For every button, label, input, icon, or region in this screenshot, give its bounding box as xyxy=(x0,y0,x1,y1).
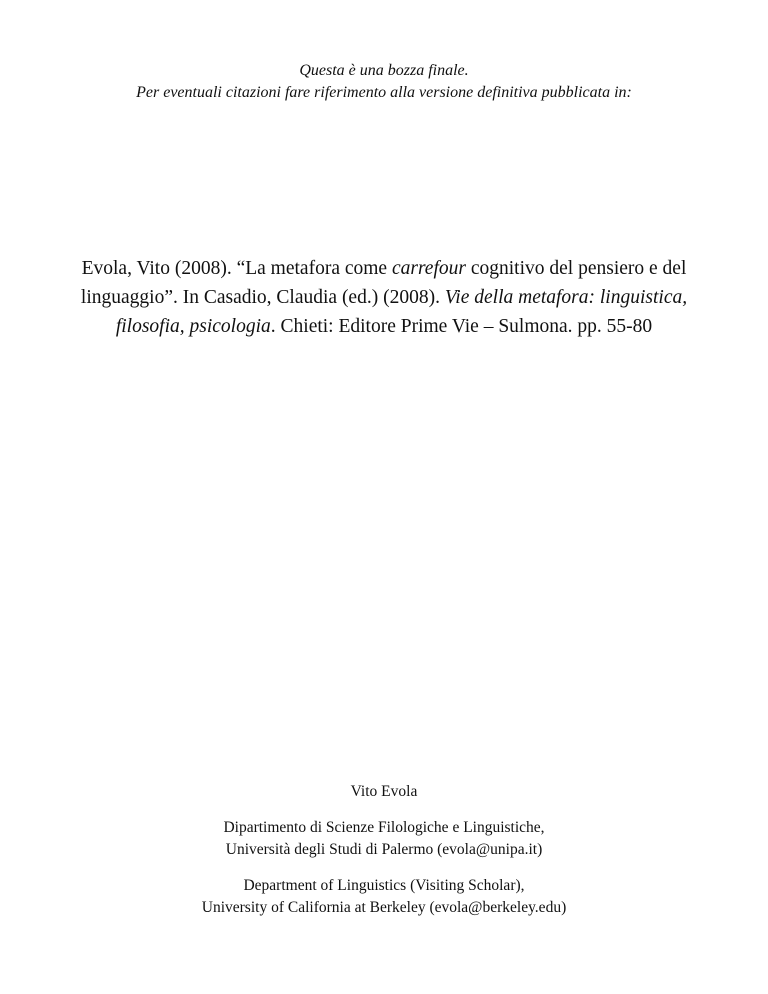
affiliation-palermo-line1: Dipartimento di Scienze Filologiche e Linguistiche, xyxy=(223,819,545,836)
affiliation-palermo-line2: Università degli Studi di Palermo (evola@unipa.it) xyxy=(225,841,543,858)
citation-line3 xyxy=(40,312,728,341)
affiliation-palermo xyxy=(0,817,768,861)
draft-notice-line1: Questa è una bozza finale. xyxy=(299,62,469,79)
citation-book-title-cont: filosofia, psicologia xyxy=(115,316,271,337)
citation-text: cognitivo del pensiero e del xyxy=(465,258,687,279)
draft-notice-line2: Per eventuali citazioni fare riferimento alla versione definitiva pubblicata in: xyxy=(136,84,632,101)
citation-book-title: Vie della metafora: linguistica, xyxy=(444,287,688,308)
affiliation-berkeley-line1: Department of Linguistics (Visiting Scholar), xyxy=(243,877,525,894)
citation-line1 xyxy=(40,254,728,283)
affiliation-berkeley-line2: University of California at Berkeley (evola@berkeley.edu) xyxy=(201,899,567,916)
draft-notice xyxy=(0,60,768,104)
citation-text: . Chieti: Editore Prime Vie – Sulmona. pp. 55-80 xyxy=(270,316,653,337)
citation-text: Evola, Vito (2008). “La metafora come xyxy=(81,258,392,279)
citation-text: linguaggio”. In Casadio, Claudia (ed.) (2008). xyxy=(80,287,445,308)
citation-block xyxy=(40,254,728,341)
author-name: Vito Evola xyxy=(350,783,418,800)
author-block xyxy=(0,781,768,933)
citation-line2 xyxy=(40,283,728,312)
affiliation-berkeley xyxy=(0,875,768,919)
citation-italic-term: carrefour xyxy=(391,258,466,279)
